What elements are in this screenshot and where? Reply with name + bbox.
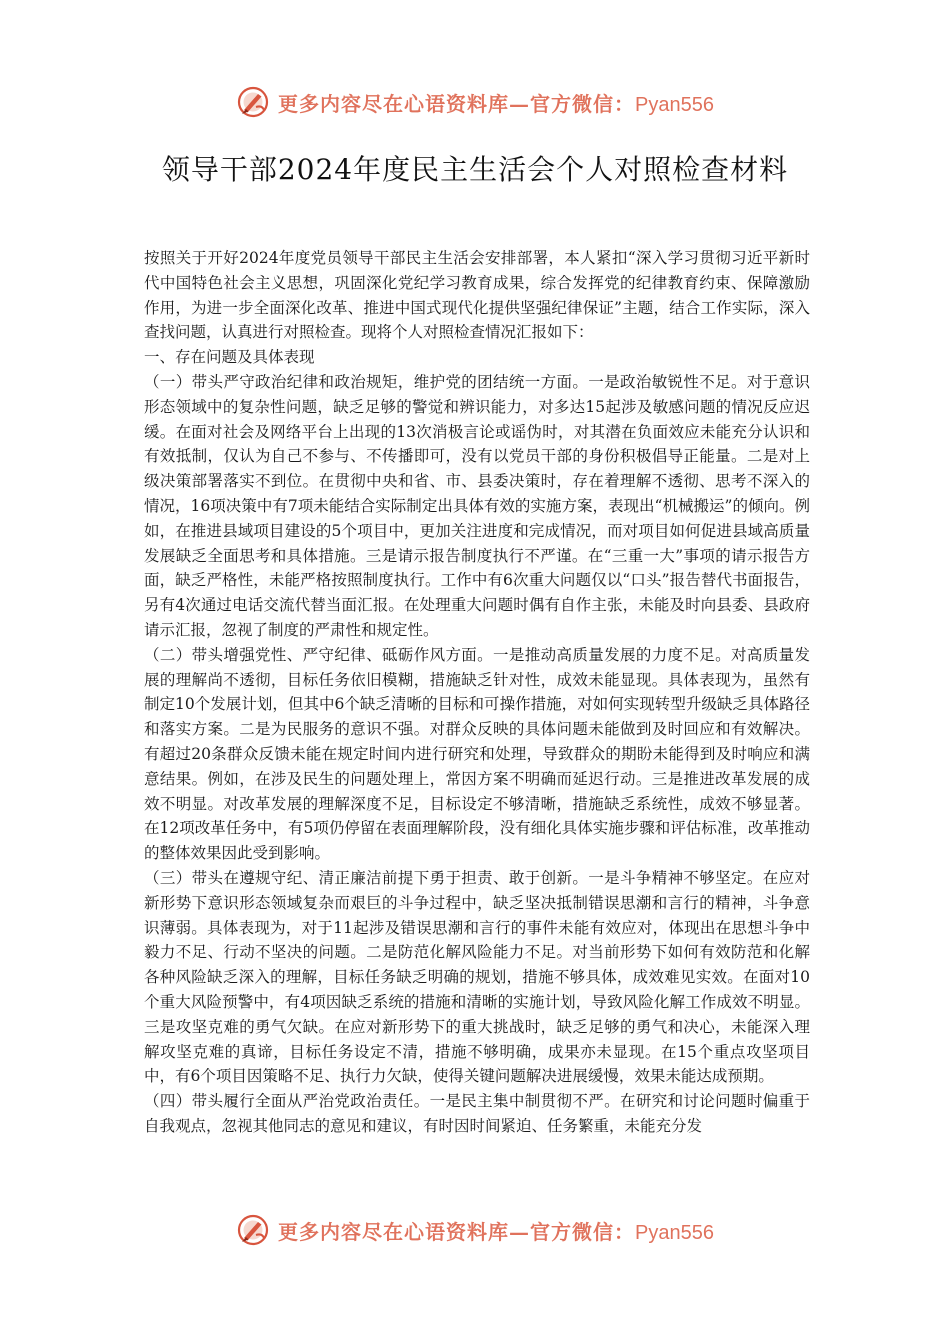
writing-hand-logo-icon xyxy=(236,1213,270,1247)
watermark-id: Pyan556 xyxy=(635,1221,714,1244)
body-paragraph: （一）带头严守政治纪律和政治规矩，维护党的团结统一方面。一是政治敏锐性不足。对于意识形态领域中的复杂性问题，缺乏足够的警觉和辨识能力，对多达15起涉及敏感问题的情况反应迟缓。在面对社会及网络平台上出现的13次消极言论或谣伪时，对其潜在负面效应未能充分认识和有效抵制，仅认为自己不参与、不传播即可，没有以党员干部的身份积极倡导正能量。二是对上级决策部署落实不到位。在贯彻中央和省、市、县委决策时，存在着理解不透彻、思考不深入的情况，16项决策中有7项未能结合实际制定出具体有效的实施方案，表现出“机械搬运”的倾向。例如，在推进县域项目建设的5个项目中，更加关注进度和完成情况，而对项目如何促进县域高质量发展缺乏全面思考和具体措施。三是请示报告制度执行不严谨。在“三重一大”事项的请示报告方面，缺乏严格性，未能严格按照制度执行。工作中有6次重大问题仅以“口头”报告替代书面报告，另有4次通过电话交流代替当面汇报。在处理重大问题时偶有自作主张，未能及时向县委、县政府请示汇报，忽视了制度的严肃性和规定性。 xyxy=(144,372,810,639)
body-paragraph: （三）带头在遵规守纪、清正廉洁前提下勇于担责、敢于创新。一是斗争精神不够坚定。在应对新形势下意识形态领域复杂而艰巨的斗争过程中，缺乏坚决抵制错误思潮和言行的精神，斗争意识薄弱。具体表现为，对于11起涉及错误思潮和言行的事件未能有效应对，体现出在思想斗争中毅力不足、行动不坚决的问题。二是防范化解风险能力不足。对当前形势下如何有效防范和化解各种风险缺乏深入的理解，目标任务缺乏明确的规划，措施不够具体，成效难见实效。在面对10个重大风险预警中，有4项因缺乏系统的措施和清晰的实施计划，导致风险化解工作成效不明显。三是攻坚克难的勇气欠缺。在应对新形势下的重大挑战时，缺乏足够的勇气和决心，未能深入理解攻坚克难的真谛，目标任务设定不清，措施不够明确，成果亦未显现。在15个重点攻坚项目中，有6个项目因策略不足、执行力欠缺，使得关键问题解决进展缓慢，效果未能达成预期。 xyxy=(144,868,810,1086)
watermark-banner-top xyxy=(0,82,950,122)
section-heading: 一、存在问题及具体表现 xyxy=(144,348,315,367)
watermark-id: Pyan556 xyxy=(635,93,714,116)
watermark-banner-bottom xyxy=(0,1210,950,1250)
body-paragraph: （二）带头增强党性、严守纪律、砥砺作风方面。一是推动高质量发展的力度不足。对高质量发展的理解尚不透彻，目标任务依旧模糊，措施缺乏针对性，成效未能显现。具体表现为，虽然有制定10个发展计划，但其中6个缺乏清晰的目标和可操作措施，对如何实现转型升级缺乏具体路径和落实方案。二是为民服务的意识不强。对群众反映的具体问题未能做到及时回应和有效解决。有超过20条群众反馈未能在规定时间内进行研究和处理，导致群众的期盼未能得到及时响应和满意结果。例如，在涉及民生的问题处理上，常因方案不明确而延迟行动。三是推进改革发展的成效不明显。对改革发展的理解深度不足，目标设定不够清晰，措施缺乏系统性，成效不够显著。在12项改革任务中，有5项仍停留在表面理解阶段，没有细化具体实施步骤和评估标准，改革推动的整体效果因此受到影响。 xyxy=(144,645,810,863)
document-body xyxy=(144,246,810,1139)
watermark-text: 更多内容尽在心语资料库—官方微信：Pyan556 xyxy=(278,91,714,116)
intro-paragraph: 按照关于开好2024年度党员领导干部民主生活会安排部署，本人紧扣“深入学习贯彻习近平新时代中国特色社会主义思想，巩固深化党纪学习教育成果，综合发挥党的纪律教育约束、保障激励作用，为进一步全面深化改革、推进中国式现代化提供坚强纪律保证”主题，结合工作实际，深入查找问题，认真进行对照检查。现将个人对照检查情况汇报如下： xyxy=(144,249,810,342)
writing-hand-logo-icon xyxy=(236,85,270,119)
body-paragraph: （四）带头履行全面从严治党政治责任。一是民主集中制贯彻不严。在研究和讨论问题时偏重于自我观点，忽视其他同志的意见和建议，有时因时间紧迫、任务繁重，未能充分发 xyxy=(144,1092,810,1135)
watermark-text: 更多内容尽在心语资料库—官方微信：Pyan556 xyxy=(278,1219,714,1244)
document-title: 领导干部2024年度民主生活会个人对照检查材料 xyxy=(161,153,789,186)
